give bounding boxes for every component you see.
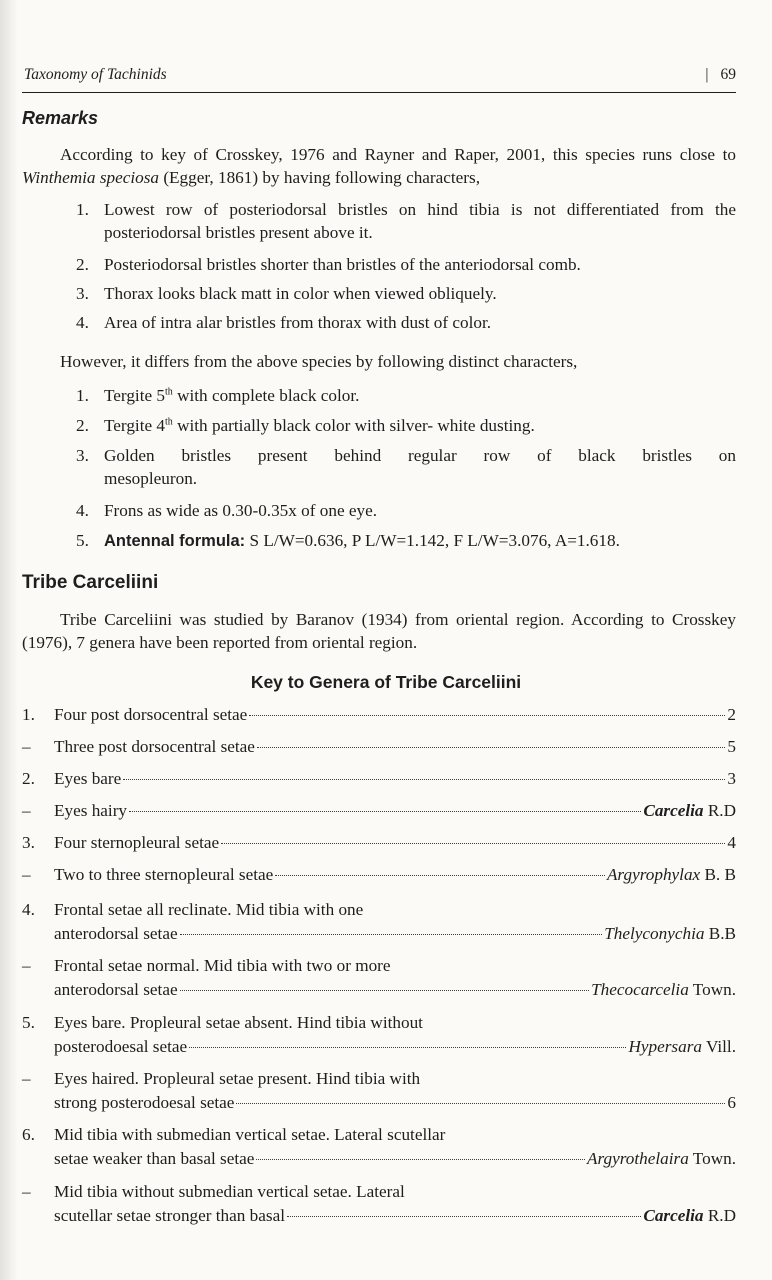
key-entry-text: Four sternopleural setae — [54, 833, 220, 852]
dot-leader — [257, 747, 725, 748]
genus-author: B.B — [704, 924, 736, 943]
antennal-formula-values: S L/W=0.636, P L/W=1.142, F L/W=3.076, A=1.618. — [245, 531, 620, 550]
difference-number: 5. — [76, 531, 89, 550]
key-entry-result — [628, 1035, 736, 1059]
genus-name: Hypersara — [628, 1037, 702, 1056]
key-entry-leader-line — [54, 735, 736, 759]
remarks-intro-paragraph — [22, 143, 736, 189]
tribe-heading: Tribe Carceliini — [22, 572, 159, 593]
dot-leader — [189, 1047, 626, 1048]
character-number: 3. — [76, 284, 89, 303]
difference-text-line: mesopleuron. — [104, 469, 198, 488]
key-entry-number: 6. — [22, 1125, 35, 1144]
key-entry-number: 1. — [22, 705, 35, 724]
character-text: Lowest row of posteriodorsal bristles on hind tibia is not differentiated from the posteriodorsal bristles present above it. — [104, 200, 736, 242]
couplet-reference: 2 — [727, 705, 736, 724]
key-entry-leader-line — [54, 922, 736, 946]
key-entry-leader-line — [54, 1204, 736, 1228]
genus-name: Argyrothelaira — [586, 1149, 689, 1168]
couplet-reference: 5 — [727, 737, 736, 756]
key-entry-number: – — [22, 1069, 31, 1088]
difference-text — [104, 444, 736, 490]
key-entry-leader-line — [54, 978, 736, 1002]
key-entry-body — [54, 703, 736, 727]
difference-text-line: Golden bristles present behind regular row of black bristles on — [104, 446, 736, 465]
antennal-formula-label: Antennal formula: — [104, 532, 246, 550]
key-entry-body — [54, 1123, 736, 1171]
ordinal-superscript: th — [165, 386, 173, 398]
key-entry-result — [643, 799, 736, 823]
genus-author: B. B — [700, 865, 736, 884]
header-separator: | — [705, 66, 709, 83]
key-entry-body — [54, 898, 736, 946]
key-entry-first-line: Frontal setae normal. Mid tibia with two or more — [54, 956, 391, 975]
species-name: Winthemia speciosa — [22, 168, 160, 187]
key-entry-number: – — [22, 956, 31, 975]
character-text: Thorax looks black matt in color when viewed obliquely. — [104, 284, 497, 303]
key-entry-text: Two to three sternopleural setae — [54, 865, 274, 884]
key-entry-number: – — [22, 1182, 31, 1201]
dot-leader — [249, 715, 725, 716]
key-entry-leader-line — [54, 1147, 736, 1171]
key-entry-first-line: Mid tibia with submedian vertical setae. Lateral scutellar — [54, 1125, 446, 1144]
key-entry-text: posterodoesal setae — [54, 1037, 188, 1056]
key-entry-body — [54, 831, 736, 855]
key-entry-body — [54, 1011, 736, 1059]
key-entry-number: – — [22, 865, 31, 884]
key-entry-result — [727, 767, 736, 791]
key-entry-body — [54, 863, 736, 887]
key-entry-text: Three post dorsocentral setae — [54, 737, 255, 756]
character-number: 4. — [76, 313, 89, 332]
character-text: Posteriodorsal bristles shorter than bristles of the anteriodorsal comb. — [104, 255, 581, 274]
key-entry-body — [54, 1067, 736, 1115]
genus-name: Argyrophylax — [606, 865, 701, 884]
key-entry-result — [591, 978, 736, 1002]
key-entry-leader-line — [54, 767, 736, 791]
genus-author: Town. — [688, 1149, 736, 1168]
dot-leader — [180, 934, 603, 935]
difference-text-end: with partially black color with silver- white dusting. — [172, 416, 535, 435]
page-number: 69 — [720, 66, 736, 83]
key-entry-leader-line — [54, 799, 736, 823]
dot-leader — [287, 1216, 641, 1217]
couplet-reference: 4 — [727, 833, 736, 852]
difference-number: 2. — [76, 416, 89, 435]
running-header-title: Taxonomy of Tachinids — [24, 66, 167, 83]
dot-leader — [256, 1159, 585, 1160]
genus-author: Town. — [688, 980, 736, 999]
key-entry-text: anterodorsal setae — [54, 980, 178, 999]
dot-leader — [123, 779, 725, 780]
however-paragraph: However, it differs from the above species by following distinct characters, — [60, 352, 578, 371]
difference-number: 4. — [76, 501, 89, 520]
key-entry-leader-line — [54, 831, 736, 855]
key-entry-result — [607, 863, 736, 887]
difference-number: 3. — [76, 446, 89, 465]
key-entry-number: 3. — [22, 833, 35, 852]
key-entry-result — [643, 1204, 736, 1228]
dot-leader — [275, 875, 605, 876]
running-header — [24, 64, 736, 92]
couplet-reference: 6 — [727, 1093, 736, 1112]
key-entry-result — [727, 831, 736, 855]
genus-author: R.D — [703, 801, 736, 820]
key-entry-number: – — [22, 737, 31, 756]
key-entry-leader-line — [54, 703, 736, 727]
key-entry-body — [54, 954, 736, 1002]
remarks-heading: Remarks — [22, 108, 99, 128]
page-number-block — [705, 66, 736, 84]
difference-text-start: Tergite 4 — [104, 416, 166, 435]
genus-name: Thecocarcelia — [591, 980, 689, 999]
header-rule — [22, 92, 736, 93]
key-entry-leader-line — [54, 1035, 736, 1059]
key-entry-number: 2. — [22, 769, 35, 788]
character-number: 2. — [76, 255, 89, 274]
ordinal-superscript: th — [165, 416, 173, 428]
key-entry-body — [54, 1180, 736, 1228]
character-number: 1. — [76, 200, 89, 219]
genus-name: Carcelia — [643, 801, 704, 820]
key-entry-first-line: Frontal setae all reclinate. Mid tibia with one — [54, 900, 364, 919]
key-entry-result — [727, 735, 736, 759]
character-text: Area of intra alar bristles from thorax with dust of color. — [104, 313, 492, 332]
key-entry-number: 5. — [22, 1013, 35, 1032]
key-entry-text: Four post dorsocentral setae — [54, 705, 248, 724]
key-entry-text: anterodorsal setae — [54, 924, 178, 943]
key-entry-text: Eyes bare — [54, 769, 122, 788]
key-heading: Key to Genera of Tribe Carceliini — [250, 672, 522, 692]
couplet-reference: 3 — [727, 769, 736, 788]
difference-number: 1. — [76, 386, 89, 405]
difference-text: Frons as wide as 0.30-0.35x of one eye. — [104, 501, 378, 520]
key-entry-result — [604, 922, 736, 946]
dot-leader — [129, 811, 641, 812]
genus-author: Vill. — [702, 1037, 736, 1056]
key-entry-text: Eyes hairy — [54, 801, 128, 820]
key-entry-first-line: Eyes bare. Propleural setae absent. Hind tibia without — [54, 1013, 423, 1032]
page-gutter-shadow — [0, 0, 18, 1280]
difference-text-end: with complete black color. — [172, 386, 360, 405]
genus-name: Carcelia — [643, 1206, 704, 1225]
key-entry-result — [727, 1091, 736, 1115]
remarks-intro-end: (Egger, 1861) by having following characters, — [159, 168, 481, 187]
difference-text — [104, 384, 736, 407]
key-entry-text: strong posterodoesal setae — [54, 1093, 235, 1112]
key-entry-body — [54, 767, 736, 791]
difference-text — [104, 414, 736, 437]
key-entry-first-line: Eyes haired. Propleural setae present. Hind tibia with — [54, 1069, 421, 1088]
dot-leader — [236, 1103, 725, 1104]
key-entry-text: setae weaker than basal setae — [54, 1149, 255, 1168]
dot-leader — [180, 990, 590, 991]
key-entry-text: scutellar setae stronger than basal — [54, 1206, 285, 1225]
difference-text-start: Tergite 5 — [104, 386, 166, 405]
genus-author: R.D — [703, 1206, 736, 1225]
difference-text — [104, 529, 736, 553]
key-entry-leader-line — [54, 1091, 736, 1115]
key-entry-number: 4. — [22, 900, 35, 919]
key-entry-result — [587, 1147, 736, 1171]
key-entry-number: – — [22, 801, 31, 820]
dot-leader — [221, 843, 725, 844]
genus-name: Thelyconychia — [604, 924, 705, 943]
key-entry-body — [54, 735, 736, 759]
key-entry-result — [727, 703, 736, 727]
remarks-intro-start: According to key of Crosskey, 1976 and Rayner and Raper, 2001, this species runs close to — [60, 145, 736, 164]
tribe-paragraph: Tribe Carceliini was studied by Baranov (1934) from oriental region. According to Crosskey (1976), 7 genera have been reported from oriental region. — [22, 610, 736, 652]
key-entry-first-line: Mid tibia without submedian vertical setae. Lateral — [54, 1182, 405, 1201]
key-entry-leader-line — [54, 863, 736, 887]
key-entry-body — [54, 799, 736, 823]
